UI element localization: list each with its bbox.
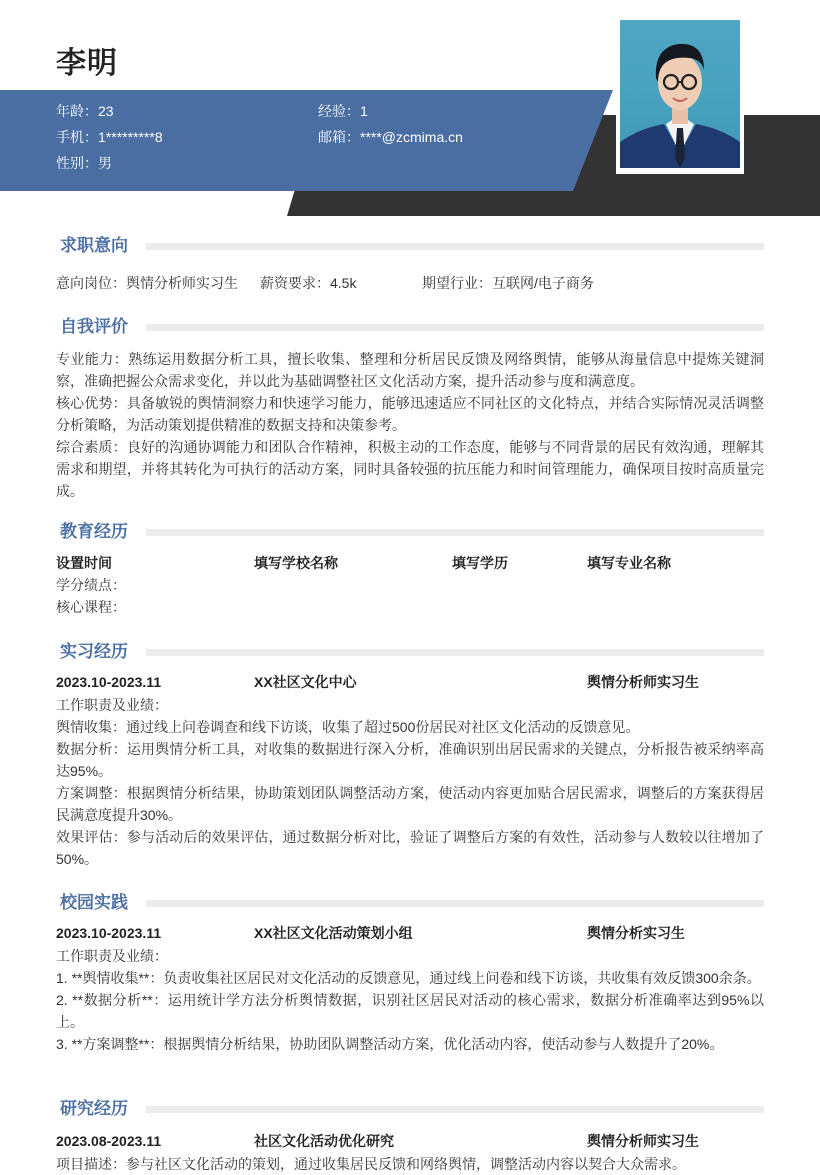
campus-line: 1. **舆情收集**：负责收集社区居民对文化活动的反馈意见，通过线上问卷和线下访谈，共收集有效反馈300余条。 [56, 970, 761, 986]
self-eval-core-strength: 核心优势：具备敏锐的舆情洞察力和快速学习能力，能够迅速适应不同社区的文化特点，并结合实际情况灵活调整分析策略，为活动策划提供精准的数据支持和决策参考。 [56, 395, 764, 433]
experience-field: 经验：1 [318, 103, 368, 119]
internship-line: 效果评估：参与活动后的效果评估，通过数据分析对比，验证了调整后方案的有效性，活动参与人数较以往增加了50%。 [56, 829, 764, 867]
section-title: 研究经历 [60, 1097, 138, 1121]
section-title: 实习经历 [60, 640, 138, 664]
internship-org: XX社区文化中心 [254, 674, 357, 690]
research-project: 社区文化活动优化研究 [254, 1133, 394, 1149]
profile-photo [620, 20, 740, 168]
phone-field: 手机：1*********8 [56, 129, 163, 145]
education-time: 设置时间 [56, 555, 112, 571]
profile-photo-frame [616, 17, 744, 174]
section-internship [56, 640, 764, 870]
campus-line: 2. **数据分析**：运用统计学方法分析舆情数据，识别社区居民对活动的核心需求，数据分析准确率达到95%以上。 [56, 992, 764, 1030]
gender-field: 性别：男 [56, 155, 112, 171]
section-divider [146, 529, 764, 536]
intent-position: 意向岗位：舆情分析师实习生 [56, 275, 238, 291]
internship-line: 舆情收集：通过线上问卷调查和线下访谈，收集了超过500份居民对社区文化活动的反馈意见。 [56, 719, 640, 735]
education-school: 填写学校名称 [254, 555, 338, 571]
internship-line: 数据分析：运用舆情分析工具，对收集的数据进行深入分析，准确识别出居民需求的关键点，分析报告被采纳率高达95%。 [56, 741, 764, 779]
education-gpa: 学分绩点： [56, 577, 126, 593]
section-job-intent [56, 234, 764, 294]
section-research [56, 1097, 764, 1175]
campus-date: 2023.10-2023.11 [56, 925, 162, 941]
education-degree: 填写学历 [452, 555, 508, 571]
internship-line: 方案调整：根据舆情分析结果，协助策划团队调整活动方案，使活动内容更加贴合居民需求，调整后的方案获得居民满意度提升30%。 [56, 785, 764, 823]
research-date: 2023.08-2023.11 [56, 1133, 162, 1149]
section-title: 校园实践 [60, 891, 138, 915]
section-divider [146, 649, 764, 656]
campus-org: XX社区文化活动策划小组 [254, 925, 413, 941]
section-self-evaluation [56, 315, 764, 502]
section-title: 教育经历 [60, 520, 138, 544]
section-education [56, 520, 764, 618]
age-field: 年龄：23 [56, 103, 114, 119]
internship-date: 2023.10-2023.11 [56, 674, 162, 690]
research-role: 舆情分析师实习生 [587, 1133, 699, 1149]
portrait-icon [620, 20, 740, 168]
self-eval-professional: 专业能力：熟练运用数据分析工具，擅长收集、整理和分析居民反馈及网络舆情，能够从海量信息中提炼关键洞察，准确把握公众需求变化，并以此为基础调整社区文化活动方案，提升活动参与度和满意度。 [56, 351, 764, 389]
resume-header [0, 0, 820, 220]
research-description: 项目描述：参与社区文化活动的策划，通过收集居民反馈和网络舆情，调整活动内容以契合大众需求。 [56, 1156, 686, 1172]
section-divider [146, 1106, 764, 1113]
section-title: 自我评价 [60, 315, 138, 339]
internship-role: 舆情分析师实习生 [587, 674, 699, 690]
candidate-name: 李明 [56, 47, 118, 80]
intent-salary: 薪资要求：4.5k [260, 275, 357, 291]
section-campus-practice [56, 891, 764, 1055]
internship-line: 工作职责及业绩： [56, 697, 168, 713]
email-field: 邮箱：****@zcmima.cn [318, 129, 463, 145]
education-courses: 核心课程： [56, 599, 126, 615]
education-major: 填写专业名称 [587, 555, 671, 571]
section-divider [146, 243, 764, 250]
section-title: 求职意向 [60, 234, 138, 258]
campus-role: 舆情分析实习生 [587, 925, 685, 941]
campus-line: 3. **方案调整**：根据舆情分析结果，协助团队调整活动方案，优化活动内容，使活动参与人数提升了20%。 [56, 1036, 724, 1052]
self-eval-overall: 综合素质：良好的沟通协调能力和团队合作精神，积极主动的工作态度，能够与不同背景的居民有效沟通，理解其需求和期望，并将其转化为可执行的活动方案，同时具备较强的抗压能力和时间管理能力，确保项目按时高质量完成。 [56, 439, 764, 499]
intent-industry: 期望行业：互联网/电子商务 [422, 275, 594, 291]
section-divider [146, 324, 764, 331]
campus-line: 工作职责及业绩： [56, 948, 168, 964]
section-divider [146, 900, 764, 907]
